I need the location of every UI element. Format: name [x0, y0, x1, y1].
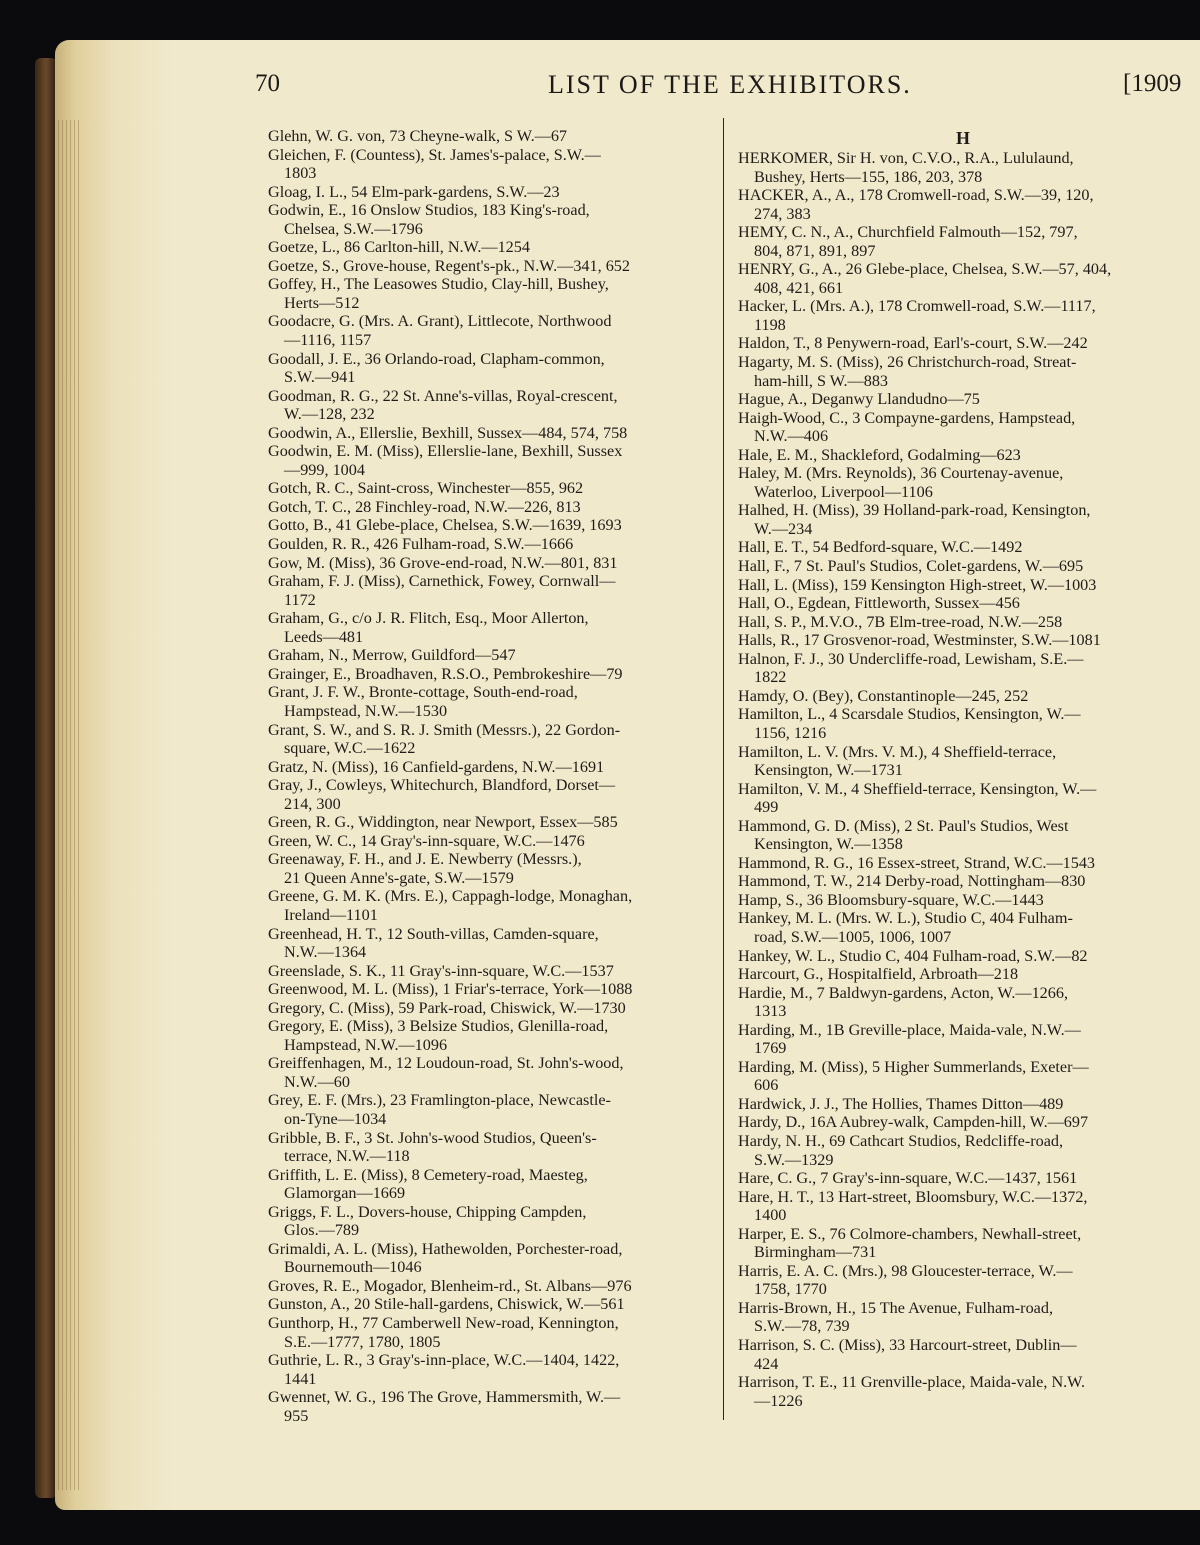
- exhibitor-entry: [738, 1262, 1188, 1299]
- exhibitor-entry: [738, 557, 1188, 576]
- entry-continuation: 1758, 1770: [754, 1280, 827, 1299]
- entry-line: Griggs, F. L., Dovers-house, Chipping Campden,: [268, 1202, 587, 1221]
- exhibitor-entry: [738, 1188, 1188, 1225]
- entry-line: Hardy, D., 16A Aubrey-walk, Campden-hill, W.—697: [738, 1113, 1089, 1132]
- exhibitor-entry: [738, 594, 1188, 613]
- entry-line: Goodall, J. E., 36 Orlando-road, Clapham-common,: [268, 349, 605, 368]
- entry-continuation: S.W.—78, 739: [754, 1317, 850, 1336]
- exhibitor-entry: [738, 223, 1188, 260]
- exhibitor-entry: [738, 149, 1188, 186]
- exhibitor-entry: [738, 613, 1188, 632]
- exhibitor-entry: [268, 609, 715, 646]
- exhibitor-entry: [268, 257, 715, 276]
- entry-line: Hamilton, L. V. (Mrs. V. M.), 4 Sheffield-terrace,: [738, 742, 1057, 761]
- entry-continuation: 408, 421, 661: [754, 278, 844, 297]
- entry-continuation: Glamorgan—1669: [284, 1184, 406, 1203]
- exhibitor-entry: [738, 631, 1188, 650]
- entry-line: Gow, M. (Miss), 36 Grove-end-road, N.W.—801, 831: [268, 553, 618, 572]
- entry-line: Hankey, M. L. (Mrs. W. L.), Studio C, 404 Fulham-: [738, 909, 1073, 928]
- entry-line: Gloag, I. L., 54 Elm-park-gardens, S.W.—23: [268, 182, 560, 201]
- entry-line: Gunthorp, H., 77 Camberwell New-road, Kennington,: [268, 1314, 619, 1332]
- entry-continuation: 214, 300: [284, 794, 341, 813]
- entry-continuation: 804, 871, 891, 897: [754, 241, 876, 260]
- entry-continuation: terrace, N.W.—118: [284, 1147, 410, 1166]
- exhibitor-entry: [268, 1054, 715, 1091]
- entry-continuation: 1172: [284, 590, 316, 609]
- entry-continuation: 955: [284, 1406, 309, 1425]
- exhibitor-entry: [268, 1017, 715, 1054]
- exhibitor-entry: [738, 1169, 1188, 1188]
- entry-line: Greene, G. M. K. (Mrs. E.), Cappagh-lodge, Monaghan,: [268, 887, 633, 906]
- entry-line: Guthrie, L. R., 3 Gray's-inn-place, W.C.—1404, 1422,: [268, 1351, 620, 1370]
- exhibitor-entry: [268, 1091, 715, 1128]
- exhibitor-entry: [738, 538, 1188, 557]
- page-year: [1909: [1123, 70, 1182, 97]
- entry-continuation: —1116, 1157: [284, 331, 372, 350]
- exhibitor-entry: [268, 887, 715, 924]
- exhibitor-entry: [268, 1314, 715, 1351]
- entry-line: Graham, F. J. (Miss), Carnethick, Fowey, Cornwall—: [268, 572, 616, 591]
- entry-line: Hall, O., Egdean, Fittleworth, Sussex—456: [738, 594, 1020, 613]
- exhibitor-entry: [268, 146, 715, 183]
- entry-line: Graham, N., Merrow, Guildford—547: [268, 646, 516, 665]
- exhibitor-entry: [738, 1336, 1188, 1373]
- exhibitor-entry: [268, 999, 715, 1018]
- entry-continuation: Bushey, Herts—155, 186, 203, 378: [754, 167, 983, 186]
- entry-line: Hare, H. T., 13 Hart-street, Bloomsbury, W.C.—1372,: [738, 1187, 1088, 1206]
- exhibitor-entry: [738, 409, 1188, 446]
- entry-line: Harding, M. (Miss), 5 Higher Summerlands, Exeter—: [738, 1057, 1089, 1076]
- entry-continuation: 424: [754, 1354, 779, 1373]
- entry-line: Hardy, N. H., 69 Cathcart Studios, Redcliffe-road,: [738, 1131, 1064, 1150]
- entry-line: Goetze, S., Grove-house, Regent's-pk., N.W.—341, 652: [268, 256, 630, 275]
- entry-line: Hardwick, J. J., The Hollies, Thames Ditton—489: [738, 1094, 1064, 1113]
- entry-line: Halls, R., 17 Grosvenor-road, Westminster, S.W.—1081: [738, 631, 1101, 650]
- entry-continuation: 1769: [754, 1039, 787, 1058]
- entry-line: Goodwin, E. M. (Miss), Ellerslie-lane, Bexhill, Sussex: [268, 442, 623, 461]
- entry-continuation: 21 Queen Anne's-gate, S.W.—1579: [284, 868, 514, 887]
- entry-line: Gunston, A., 20 Stile-hall-gardens, Chiswick, W.—561: [268, 1295, 625, 1314]
- exhibitor-entry: [738, 650, 1188, 687]
- entry-line: HACKER, A., A., 178 Cromwell-road, S.W.—39, 120,: [738, 186, 1094, 205]
- exhibitor-entry: [268, 832, 715, 851]
- entry-line: Harding, M., 1B Greville-place, Maida-vale, N.W.—: [738, 1020, 1081, 1039]
- entry-continuation: 1156, 1216: [754, 723, 827, 742]
- entry-line: Graham, G., c/o J. R. Flitch, Esq., Moor Allerton,: [268, 609, 589, 628]
- entry-continuation: 1198: [754, 315, 786, 334]
- entry-line: Harper, E. S., 76 Colmore-chambers, Newhall-street,: [738, 1224, 1082, 1243]
- exhibitor-entry: [738, 576, 1188, 595]
- exhibitor-entry: [268, 962, 715, 981]
- exhibitor-entry: [268, 387, 715, 424]
- exhibitor-entry: [268, 535, 715, 554]
- entry-line: Hamilton, L., 4 Scarsdale Studios, Kensington, W.—: [738, 705, 1081, 724]
- entry-continuation: S.W.—1329: [754, 1150, 834, 1169]
- exhibitor-entry: [738, 1021, 1188, 1058]
- entry-line: Grey, E. F. (Mrs.), 23 Framlington-place, Newcastle-: [268, 1091, 611, 1110]
- exhibitor-entry: [738, 464, 1188, 501]
- entry-line: Gregory, E. (Miss), 3 Belsize Studios, Glenilla-road,: [268, 1017, 609, 1036]
- exhibitor-entry: [268, 1351, 715, 1388]
- exhibitor-entry: [268, 776, 715, 813]
- entry-line: Goffey, H., The Leasowes Studio, Clay-hill, Bushey,: [268, 275, 609, 294]
- entry-line: HEMY, C. N., A., Churchfield Falmouth—152, 797,: [738, 223, 1078, 242]
- exhibitor-entry: [268, 479, 715, 498]
- exhibitor-entry: [738, 260, 1188, 297]
- entry-continuation: 1441: [284, 1369, 317, 1388]
- entry-line: Grainger, E., Broadhaven, R.S.O., Pembrokeshire—79: [268, 664, 623, 683]
- exhibitor-entry: [268, 1166, 715, 1203]
- exhibitor-entry: [738, 390, 1188, 409]
- column-divider: [723, 118, 724, 1420]
- entry-continuation: N.W.—1364: [284, 943, 367, 962]
- exhibitor-entry: [738, 334, 1188, 353]
- entry-continuation: —1226: [754, 1391, 803, 1410]
- entry-line: Goodwin, A., Ellerslie, Bexhill, Sussex—484, 574, 758: [268, 423, 628, 442]
- entry-line: Gray, J., Cowleys, Whitechurch, Blandford, Dorset—: [268, 776, 616, 795]
- entry-line: Hammond, G. D. (Miss), 2 St. Paul's Studios, West: [738, 816, 1069, 835]
- exhibitor-entry: [738, 780, 1188, 817]
- entry-line: Hare, C. G., 7 Gray's-inn-square, W.C.—1437, 1561: [738, 1169, 1078, 1188]
- entry-line: Groves, R. E., Mogador, Blenheim-rd., St. Albans—976: [268, 1276, 632, 1295]
- entry-continuation: N.W.—60: [284, 1072, 350, 1091]
- exhibitor-entry: [268, 201, 715, 238]
- entry-line: Gotto, B., 41 Glebe-place, Chelsea, S.W.—1639, 1693: [268, 516, 622, 535]
- entry-continuation: Leeds—481: [284, 627, 364, 646]
- exhibitor-entry: [738, 353, 1188, 390]
- entry-line: Haldon, T., 8 Penywern-road, Earl's-court, S.W.—242: [738, 334, 1088, 353]
- page-number: 70: [255, 70, 280, 97]
- running-header: [0, 70, 1200, 106]
- entry-line: Hagarty, M. S. (Miss), 26 Christchurch-road, Streat-: [738, 353, 1077, 372]
- entry-line: Godwin, E., 16 Onslow Studios, 183 King's-road,: [268, 201, 590, 220]
- entry-line: Greiffenhagen, M., 12 Loudoun-road, St. John's-wood,: [268, 1054, 624, 1073]
- entry-continuation: Ireland—1101: [284, 905, 378, 924]
- exhibitor-entry: [738, 891, 1188, 910]
- entry-continuation: —999, 1004: [284, 460, 365, 479]
- entry-line: Griffith, L. E. (Miss), 8 Cemetery-road, Maesteg,: [268, 1165, 588, 1184]
- exhibitor-entry: [268, 442, 715, 479]
- exhibitor-entry: [738, 1058, 1188, 1095]
- page-edges: [58, 120, 80, 1490]
- entry-continuation: Kensington, W.—1358: [754, 835, 903, 854]
- entry-line: Hall, L. (Miss), 159 Kensington High-street, W.—1003: [738, 575, 1097, 594]
- exhibitor-entry: [738, 687, 1188, 706]
- entry-line: Harris-Brown, H., 15 The Avenue, Fulham-road,: [738, 1298, 1053, 1317]
- exhibitor-entry: [738, 854, 1188, 873]
- entry-continuation: W.—128, 232: [284, 405, 375, 424]
- entry-continuation: road, S.W.—1005, 1006, 1007: [754, 927, 952, 946]
- entry-continuation: S.E.—1777, 1780, 1805: [284, 1332, 441, 1351]
- exhibitor-entry: [738, 1373, 1188, 1410]
- exhibitor-entry: [268, 1129, 715, 1166]
- entry-line: Harrison, S. C. (Miss), 33 Harcourt-street, Dublin—: [738, 1336, 1077, 1354]
- exhibitor-entry: [738, 817, 1188, 854]
- entry-line: Green, W. C., 14 Gray's-inn-square, W.C.—1476: [268, 831, 585, 850]
- exhibitor-entry: [268, 813, 715, 832]
- exhibitor-entry: [268, 665, 715, 684]
- entry-continuation: 1803: [284, 164, 317, 183]
- entry-line: Green, R. G., Widdington, near Newport, Essex—585: [268, 813, 618, 832]
- exhibitor-entry: [268, 275, 715, 312]
- exhibitor-entry: [738, 872, 1188, 891]
- entry-line: Hall, F., 7 St. Paul's Studios, Colet-gardens, W.—695: [738, 557, 1084, 576]
- entry-line: Haley, M. (Mrs. Reynolds), 36 Courtenay-avenue,: [738, 464, 1064, 483]
- entry-line: Gratz, N. (Miss), 16 Canfield-gardens, N.W.—1691: [268, 757, 605, 776]
- entry-continuation: Waterloo, Liverpool—1106: [754, 482, 933, 501]
- entry-continuation: ham-hill, S W.—883: [754, 371, 889, 390]
- entry-line: Hamdy, O. (Bey), Constantinople—245, 252: [738, 686, 1029, 705]
- entry-continuation: Hampstead, N.W.—1530: [284, 701, 448, 720]
- exhibitor-entry: [268, 424, 715, 443]
- entry-continuation: 606: [754, 1076, 779, 1095]
- entry-line: Goetze, L., 86 Carlton-hill, N.W.—1254: [268, 238, 530, 257]
- exhibitor-entry: [738, 501, 1188, 538]
- entry-line: Harris, E. A. C. (Mrs.), 98 Gloucester-terrace, W.—: [738, 1261, 1073, 1280]
- entry-line: Gotch, T. C., 28 Finchley-road, N.W.—226, 813: [268, 497, 581, 516]
- page-title: LIST OF THE EXHIBITORS.: [548, 70, 912, 99]
- exhibitor-entry: [738, 1225, 1188, 1262]
- entry-line: Goodman, R. G., 22 St. Anne's-villas, Royal-crescent,: [268, 386, 618, 405]
- entry-line: Hague, A., Deganwy Llandudno—75: [738, 390, 980, 409]
- exhibitor-entry: [268, 1277, 715, 1296]
- entry-line: Hamp, S., 36 Bloomsbury-square, W.C.—1443: [738, 890, 1044, 909]
- entry-line: Gotch, R. C., Saint-cross, Winchester—855, 962: [268, 479, 584, 498]
- entry-line: Hale, E. M., Shackleford, Godalming—623: [738, 445, 1021, 464]
- exhibitor-entry: [738, 186, 1188, 223]
- exhibitor-entry: [738, 965, 1188, 984]
- entry-line: Greenaway, F. H., and J. E. Newberry (Messrs.),: [268, 850, 582, 869]
- entry-line: Gwennet, W. G., 196 The Grove, Hammersmith, W.—: [268, 1388, 621, 1407]
- entry-continuation: N.W.—406: [754, 427, 829, 446]
- entry-line: Hardie, M., 7 Baldwyn-gardens, Acton, W.—1266,: [738, 983, 1069, 1002]
- exhibitor-entry: [268, 646, 715, 665]
- entry-line: Hall, E. T., 54 Bedford-square, W.C.—1492: [738, 538, 1023, 557]
- exhibitor-entry: [268, 127, 715, 146]
- section-heading: H: [955, 128, 970, 148]
- exhibitor-entry: [268, 1203, 715, 1240]
- exhibitor-entry: [738, 1299, 1188, 1336]
- entry-continuation: Kensington, W.—1731: [754, 761, 903, 780]
- exhibitor-entry: [268, 554, 715, 573]
- exhibitor-entry: [268, 572, 715, 609]
- exhibitor-entry: [738, 1113, 1188, 1132]
- exhibitor-entry: [268, 183, 715, 202]
- entry-line: HENRY, G., A., 26 Glebe-place, Chelsea, S.W.—57, 404,: [738, 260, 1112, 279]
- entry-continuation: 499: [754, 798, 779, 817]
- exhibitor-entry: [738, 909, 1188, 946]
- entry-continuation: 1822: [754, 668, 787, 687]
- entry-line: Halhed, H. (Miss), 39 Holland-park-road, Kensington,: [738, 501, 1091, 520]
- entry-line: Gleichen, F. (Countess), St. James's-palace, S.W.—: [268, 145, 601, 164]
- exhibitor-entry: [268, 925, 715, 962]
- entry-line: Gregory, C. (Miss), 59 Park-road, Chiswick, W.—1730: [268, 998, 626, 1017]
- entry-line: Hankey, W. L., Studio C, 404 Fulham-road, S.W.—82: [738, 946, 1088, 965]
- exhibitor-entry: [738, 297, 1188, 334]
- exhibitor-entry: [268, 238, 715, 257]
- entry-continuation: Hampstead, N.W.—1096: [284, 1035, 448, 1054]
- entry-line: Hammond, T. W., 214 Derby-road, Nottingham—830: [738, 872, 1086, 891]
- entry-continuation: Herts—512: [284, 293, 360, 312]
- exhibitor-entry: [268, 683, 715, 720]
- entry-continuation: Birmingham—731: [754, 1243, 877, 1262]
- entry-continuation: square, W.C.—1622: [284, 739, 416, 758]
- entry-continuation: W.—234: [754, 519, 813, 538]
- exhibitor-entry: [738, 1132, 1188, 1169]
- exhibitor-entry: [268, 1388, 715, 1425]
- entry-line: Grant, S. W., and S. R. J. Smith (Messrs.), 22 Gordon-: [268, 720, 621, 739]
- entry-line: Greenwood, M. L. (Miss), 1 Friar's-terrace, York—1088: [268, 980, 633, 999]
- entry-line: Goodacre, G. (Mrs. A. Grant), Littlecote, Northwood: [268, 312, 612, 331]
- exhibitor-entry: [268, 758, 715, 777]
- exhibitor-entry: [738, 705, 1188, 742]
- entry-line: Hall, S. P., M.V.O., 7B Elm-tree-road, N.W.—258: [738, 612, 1063, 631]
- exhibitor-entry: [268, 312, 715, 349]
- entry-line: Harcourt, G., Hospitalfield, Arbroath—218: [738, 965, 1019, 984]
- exhibitor-entry: [268, 850, 715, 887]
- exhibitor-entry: [268, 721, 715, 758]
- entry-continuation: Glos.—789: [284, 1221, 360, 1240]
- exhibitor-entry: [268, 350, 715, 387]
- exhibitor-entry: [738, 984, 1188, 1021]
- exhibitor-entry: [268, 980, 715, 999]
- entry-line: Haigh-Wood, C., 3 Compayne-gardens, Hampstead,: [738, 408, 1076, 427]
- exhibitor-entry: [268, 498, 715, 517]
- exhibitor-entry: [268, 516, 715, 535]
- entry-continuation: S.W.—941: [284, 368, 356, 387]
- exhibitor-entry: [268, 1295, 715, 1314]
- entry-line: Hamilton, V. M., 4 Sheffield-terrace, Kensington, W.—: [738, 779, 1097, 798]
- entry-continuation: 1313: [754, 1002, 787, 1021]
- entry-line: Goulden, R. R., 426 Fulham-road, S.W.—1666: [268, 535, 574, 554]
- entry-line: Hammond, R. G., 16 Essex-street, Strand, W.C.—1543: [738, 853, 1096, 872]
- left-column: [268, 127, 715, 1425]
- entry-line: Grant, J. F. W., Bronte-cottage, South-end-road,: [268, 683, 578, 702]
- entry-line: Greenhead, H. T., 12 South-villas, Camden-square,: [268, 924, 599, 943]
- entry-line: Gribble, B. F., 3 St. John's-wood Studios, Queen's-: [268, 1128, 597, 1147]
- entry-continuation: 274, 383: [754, 204, 811, 223]
- right-column: [738, 127, 1188, 1410]
- exhibitor-entry: [738, 947, 1188, 966]
- entry-line: Glehn, W. G. von, 73 Cheyne-walk, S W.—67: [268, 127, 568, 145]
- entry-continuation: Bournemouth—1046: [284, 1258, 422, 1277]
- exhibitor-entry: [738, 743, 1188, 780]
- book-spine-edge: [35, 58, 57, 1498]
- entry-line: Halnon, F. J., 30 Undercliffe-road, Lewisham, S.E.—: [738, 649, 1084, 668]
- entry-line: Harrison, T. E., 11 Grenville-place, Maida-vale, N.W.: [738, 1373, 1086, 1392]
- exhibitor-entry: [268, 1240, 715, 1277]
- exhibitor-entry: [738, 446, 1188, 465]
- entry-line: Hacker, L. (Mrs. A.), 178 Cromwell-road, S.W.—1117,: [738, 297, 1096, 316]
- entry-continuation: Chelsea, S.W.—1796: [284, 219, 423, 238]
- entry-line: HERKOMER, Sir H. von, C.V.O., R.A., Lululaund,: [738, 149, 1074, 167]
- entry-continuation: on-Tyne—1034: [284, 1109, 387, 1128]
- entry-continuation: 1400: [754, 1206, 787, 1225]
- exhibitor-entry: [738, 1095, 1188, 1114]
- entry-line: Grimaldi, A. L. (Miss), Hathewolden, Porchester-road,: [268, 1239, 623, 1258]
- entry-line: Greenslade, S. K., 11 Gray's-inn-square, W.C.—1537: [268, 961, 614, 980]
